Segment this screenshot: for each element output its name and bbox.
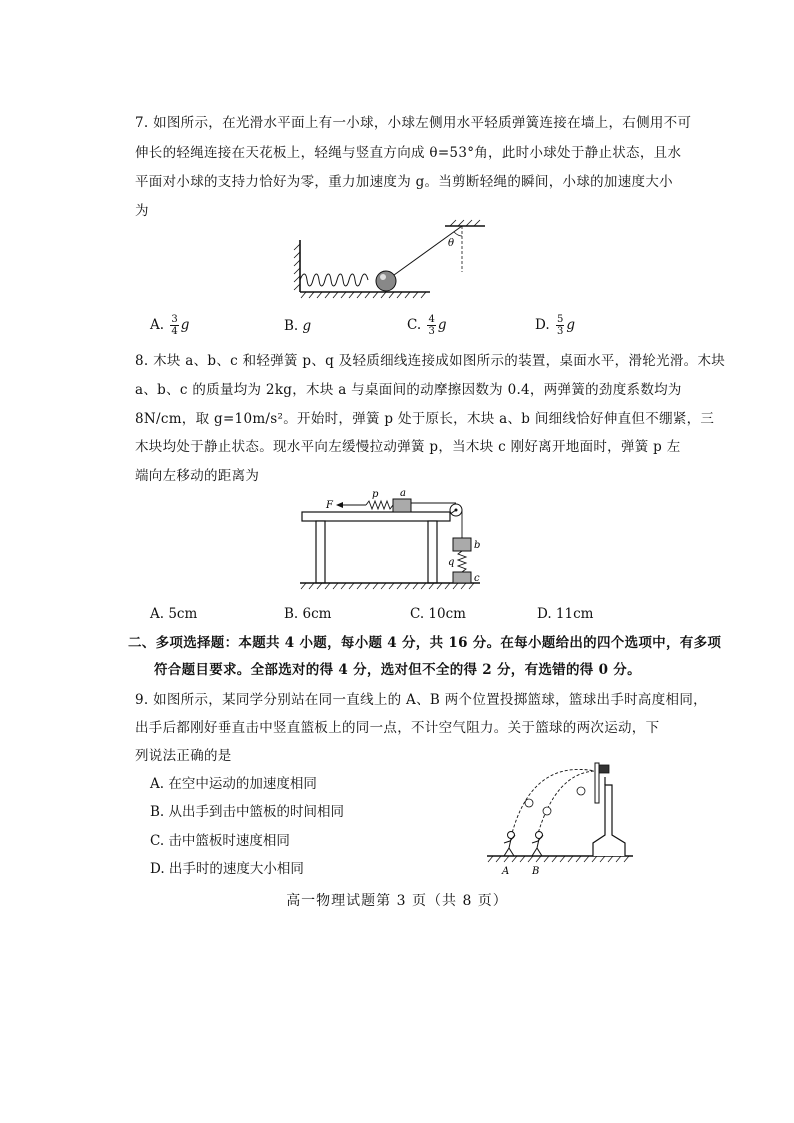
q9-option-d[interactable]: D. 出手时的速度大小相同 [150,861,304,877]
theta-label: θ [448,238,455,249]
q7-option-a[interactable] [150,314,189,337]
label-F: F [326,500,333,511]
page-footer: 高一物理试题第 3 页（共 8 页） [286,893,508,909]
label-a: a [400,488,406,499]
option-letter: B. [284,318,299,334]
q7-line-1: 7. 如图所示，在光滑水平面上有一小球，小球左侧用水平轻质弹簧连接在墙上，右侧用不可 [135,115,692,131]
frac-den: 3 [556,326,564,337]
q7-option-c[interactable] [407,314,446,337]
q7-line-2: 伸长的轻绳连接在天花板上，轻绳与竖直方向成 θ=53°角，此时小球处于静止状态，且水 [135,145,682,161]
section2-line-2: 符合题目要求。全部选对的得 4 分，选对但不全的得 2 分，有选错的得 0 分。 [154,662,641,678]
q9-line-3: 列说法正确的是 [135,748,232,764]
label-p: p [372,489,379,500]
q7-line-3: 平面对小球的支持力恰好为零，重力加速度为 g。当剪断轻绳的瞬间，小球的加速度大小 [135,174,673,190]
q8-option-c[interactable]: C. 10cm [410,606,466,622]
ball [376,271,396,291]
q8-option-d[interactable]: D. 11cm [537,606,594,622]
q8-figure [300,488,490,598]
q7-line-4: 为 [135,203,149,219]
label-A: A [502,866,510,877]
label-B: B [532,866,540,877]
unit-g: g [437,317,447,333]
q8-line-5: 端向左移动的距离为 [135,468,260,484]
q9-line-1: 9. 如图所示，某同学分别站在同一直线上的 A、B 两个位置投掷篮球，篮球出手时高度相同， [135,692,707,708]
q9-option-c[interactable]: C. 击中篮板时速度相同 [150,833,290,849]
q8-line-2: a、b、c 的质量均为 2kg，木块 a 与桌面间的动摩擦因数为 0.4，两弹簧的劲度系数均为 [135,382,682,398]
frac-num: 5 [556,314,564,325]
unit-g: g [302,318,312,334]
option-letter: D. [535,317,550,333]
q8-line-1: 8. 木块 a、b、c 和轻弹簧 p、q 及轻质细线连接成如图所示的装置，桌面水平，滑轮光滑。木块 [135,353,726,369]
q8-line-3: 8N/cm，取 g=10m/s²。开始时，弹簧 p 处于原长，木块 a、b 间细线恰好伸直但不绷紧，三 [135,411,715,427]
option-letter: C. [407,317,422,333]
q7-figure [290,220,455,300]
q7-option-d[interactable] [535,314,575,337]
section2-line-1: 二、多项选择题：本题共 4 小题，每小题 4 分，共 16 分。在每小题给出的四个选项中，有多项 [128,635,722,651]
person-A [504,832,515,857]
q9-option-a[interactable]: A. 在空中运动的加速度相同 [150,776,317,792]
frac-den: 3 [428,326,435,337]
unit-g: g [180,317,190,333]
unit-g: g [566,317,575,333]
frac-den: 4 [171,326,178,337]
q9-line-2: 出手后都刚好垂直击中竖直篮板上的同一点，不计空气阻力。关于篮球的两次运动，下 [135,720,660,736]
frac-num: 3 [171,314,178,325]
label-b: b [474,540,481,551]
frac-num: 4 [428,314,435,325]
person-B [532,832,543,857]
q9-option-b[interactable]: B. 从出手到击中篮板的时间相同 [150,804,345,820]
label-c: c [474,573,480,584]
q8-option-a[interactable]: A. 5cm [150,606,198,622]
q8-option-b[interactable]: B. 6cm [284,606,332,622]
q8-line-4: 木块均处于静止状态。现水平向左缓慢拉动弹簧 p，当木块 c 刚好离开地面时，弹簧 p 左 [135,439,681,455]
q9-figure [485,755,635,880]
q7-option-b[interactable] [284,318,311,334]
label-q: q [448,557,455,568]
option-letter: A. [150,317,165,333]
spring [300,274,368,286]
